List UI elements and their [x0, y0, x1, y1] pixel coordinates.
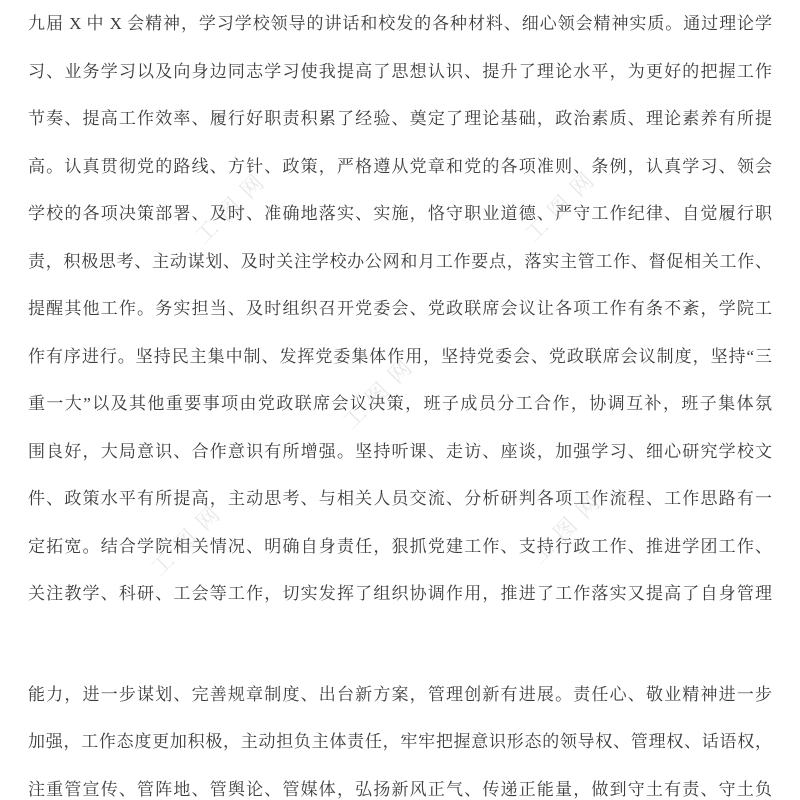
watermark-text: 工图网 [525, 482, 612, 569]
text-line: 九届 X 中 X 会精神，学习学校领导的讲话和校发的各种材料、细心领会精神实质。通过理论学 [28, 14, 772, 33]
text-line: 责，积极思考、主动谋划、及时关注学校办公网和月工作要点，落实主管工作、督促相关工作、 [28, 251, 772, 271]
document-content [28, 0, 772, 800]
paragraph-2 [28, 671, 772, 800]
text-line: 能力，进一步谋划、完善规章制度、出台新方案，管理创新有进展。责任心、敬业精神进一步 [28, 684, 772, 704]
watermark-text: 工图网 [145, 494, 232, 581]
text-line: 件、政策水平有所提高，主动思考、与相关人员交流、分析研判各项工作流程、工作思路有一 [28, 489, 772, 508]
text-line: 作有序进行。坚持民主集中制、发挥党委集体作用，坚持党委会、党政联席会议制度，坚持“三 [28, 346, 772, 366]
text-line: 注重管宣传、管阵地、管舆论、管媒体，弘扬新风正气、传递正能量，做到守土有责、守土负 [28, 779, 772, 799]
watermark-text: 工图网 [189, 162, 276, 249]
paragraph-1 [28, 0, 772, 618]
text-line: 关注教学、科研、工会等工作，切实发挥了组织协调作用，推进了工作落实又提高了自身管理 [28, 584, 772, 603]
text-line: 习、业务学习以及向身边同志学习使我提高了思想认识、提升了理论水平，为更好的把握工作 [28, 61, 772, 81]
watermark-text: 工图网 [519, 160, 606, 247]
text-line: 重一大”以及其他重要事项由党政联席会议决策，班子成员分工合作，协调互补，班子集体氛 [28, 394, 772, 413]
text-line: 定拓宽。结合学院相关情况、明确自身责任，狠抓党建工作、支持行政工作、推进学团工作、 [28, 536, 772, 556]
text-line: 节奏、提高工作效率、履行好职责积累了经验、奠定了理论基础，政治素质、理论素养有所提 [28, 109, 772, 128]
text-line: 围良好，大局意识、合作意识有所增强。坚持听课、走访、座谈，加强学习、细心研究学校文 [28, 441, 772, 461]
text-line: 学校的各项决策部署、及时、准确地落实、实施，恪守职业道德、严守工作纪律、自觉履行职 [28, 204, 772, 223]
text-line: 高。认真贯彻党的路线、方针、政策，严格遵从党章和党的各项准则、条例，认真学习、领会 [28, 156, 772, 176]
text-line: 提醒其他工作。务实担当、及时组织召开党委会、党政联席会议让各项工作有条不紊，学院工 [28, 299, 772, 318]
watermark-text: 工图网 [337, 347, 424, 434]
text-line: 加强，工作态度更加积极，主动担负主体责任，牢牢把握意识形态的领导权、管理权、话语权， [28, 732, 772, 751]
